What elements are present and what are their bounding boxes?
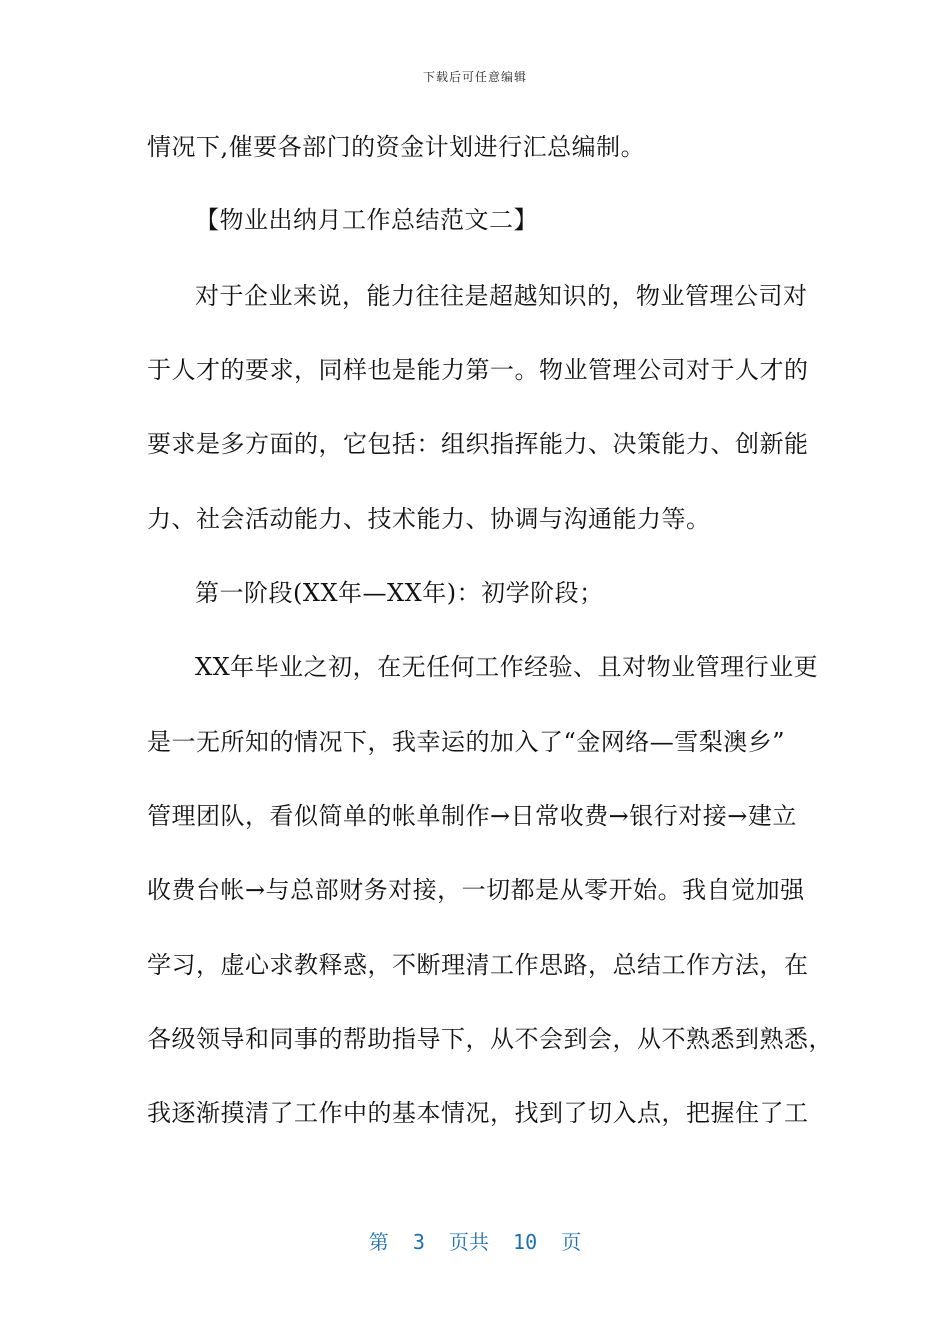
body-line: 力、社会活动能力、技术能力、协调与沟通能力等。 <box>147 505 711 533</box>
body-line: 收费台帐→与总部财务对接，一切都是从零开始。我自觉加强 <box>147 876 805 904</box>
page-number-footer: 第 3 页共 10 页 <box>368 1230 582 1254</box>
body-line: 各级领导和同事的帮助指导下，从不会到会，从不熟悉到熟悉， <box>147 1025 833 1053</box>
page-header-note: 下载后可任意编辑 <box>422 70 527 84</box>
section-heading: 【物业出纳月工作总结范文二】 <box>195 206 538 234</box>
body-line: 学习，虚心求教释惑，不断理清工作思路，总结工作方法，在 <box>147 951 809 979</box>
body-line: 于人才的要求，同样也是能力第一。物业管理公司对于人才的 <box>147 356 809 384</box>
body-line: 第一阶段(XX年—XX年)：初学阶段； <box>195 579 604 607</box>
body-line: 情况下,催要各部门的资金计划进行汇总编制。 <box>147 133 646 161</box>
body-line: 管理团队，看似简单的帐单制作→日常收费→银行对接→建立 <box>147 802 797 830</box>
body-line: XX年毕业之初，在无任何工作经验、且对物业管理行业更 <box>195 653 819 681</box>
body-line: 是一无所知的情况下，我幸运的加入了“金网络—雪梨澳乡” <box>147 728 786 756</box>
body-line: 对于企业来说，能力往往是超越知识的，物业管理公司对 <box>195 282 808 310</box>
body-line: 要求是多方面的，它包括：组织指挥能力、决策能力、创新能 <box>147 430 809 458</box>
body-line: 我逐渐摸清了工作中的基本情况，找到了切入点，把握住了工 <box>147 1099 809 1127</box>
